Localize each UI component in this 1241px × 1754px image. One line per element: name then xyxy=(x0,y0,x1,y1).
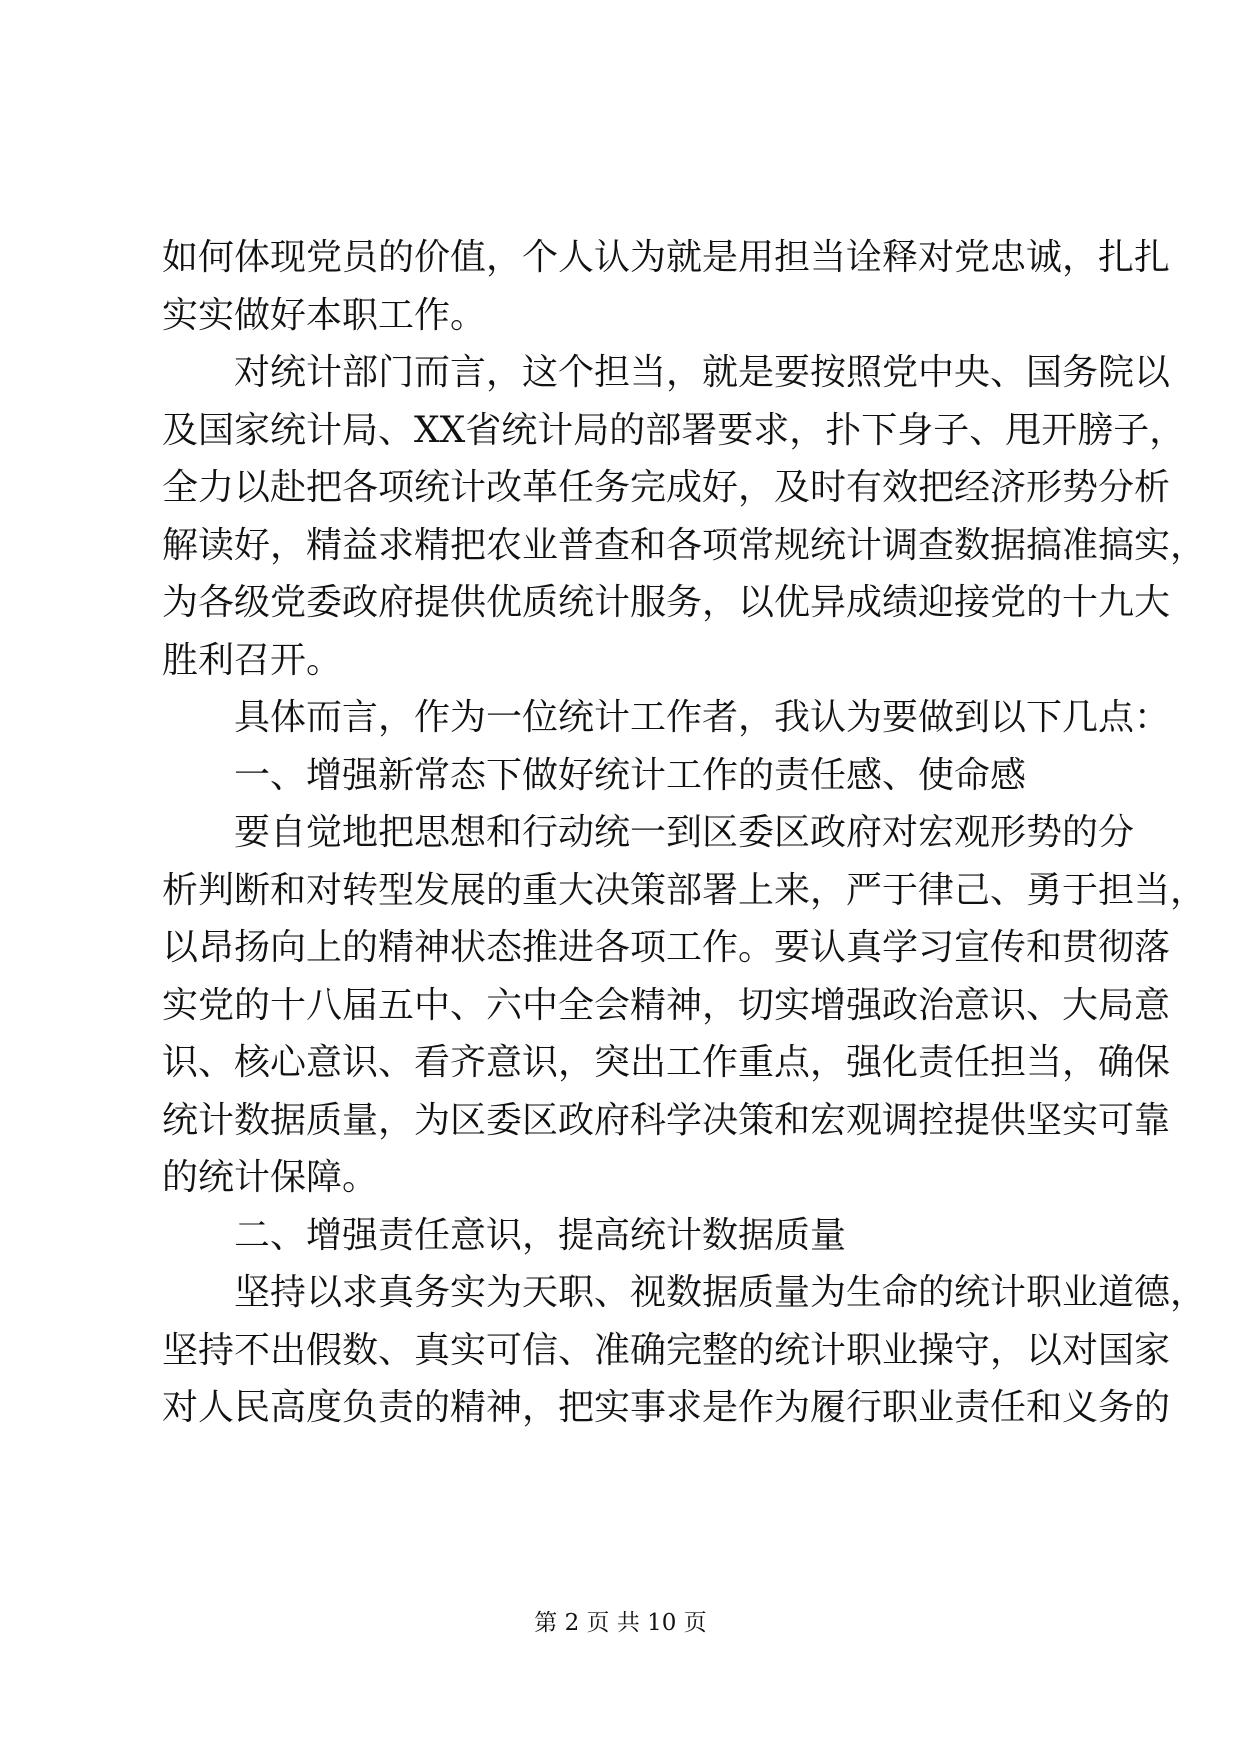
text-line: 析判断和对转型发展的重大决策部署上来，严于律己、勇于担当， xyxy=(162,869,1207,911)
text-line: 如何体现党员的价值，个人认为就是用担当诠释对党忠诚，扎扎 xyxy=(162,237,1171,278)
text-line: 实党的十八届五中、六中全会精神，切实增强政治意识、大局意 xyxy=(162,984,1171,1026)
text-line: 二、增强责任意识，提高统计数据质量 xyxy=(234,1214,847,1256)
text-line: 解读好，精益求精把农业普查和各项常规统计调查数据搞准搞实， xyxy=(162,524,1207,566)
text-line: 实实做好本职工作。 xyxy=(162,294,487,336)
text-line: 及国家统计局、XX省统计局的部署要求，扑下身子、甩开膀子， xyxy=(162,409,1186,451)
body-text xyxy=(162,229,1207,1437)
text-line: 一、增强新常态下做好统计工作的责任感、使命感 xyxy=(234,754,1027,796)
text-line: 胜利召开。 xyxy=(162,639,343,681)
text-line: 坚持以求真务实为天职、视数据质量为生命的统计职业道德， xyxy=(234,1272,1207,1313)
text-line: 识、核心意识、看齐意识，突出工作重点，强化责任担当，确保 xyxy=(162,1042,1171,1083)
text-line: 具体而言，作为一位统计工作者，我认为要做到以下几点： xyxy=(234,697,1171,738)
text-line: 为各级党委政府提供优质统计服务，以优异成绩迎接党的十九大 xyxy=(162,582,1171,623)
text-line: 坚持不出假数、真实可信、准确完整的统计职业操守，以对国家 xyxy=(162,1329,1171,1371)
text-line: 对统计部门而言，这个担当，就是要按照党中央、国务院以 xyxy=(234,352,1171,393)
text-line: 要自觉地把思想和行动统一到区委区政府对宏观形势的分 xyxy=(234,812,1135,853)
text-line: 的统计保障。 xyxy=(162,1157,379,1198)
page-footer: 第 2 页 共 10 页 xyxy=(534,1610,707,1636)
text-line: 对人民高度负责的精神，把实事求是作为履行职业责任和义务的 xyxy=(162,1387,1171,1428)
text-line: 统计数据质量，为区委区政府科学决策和宏观调控提供坚实可靠 xyxy=(162,1099,1171,1141)
text-line: 以昂扬向上的精神状态推进各项工作。要认真学习宣传和贯彻落 xyxy=(162,927,1171,968)
text-line: 全力以赴把各项统计改革任务完成好，及时有效把经济形势分析 xyxy=(162,467,1171,508)
